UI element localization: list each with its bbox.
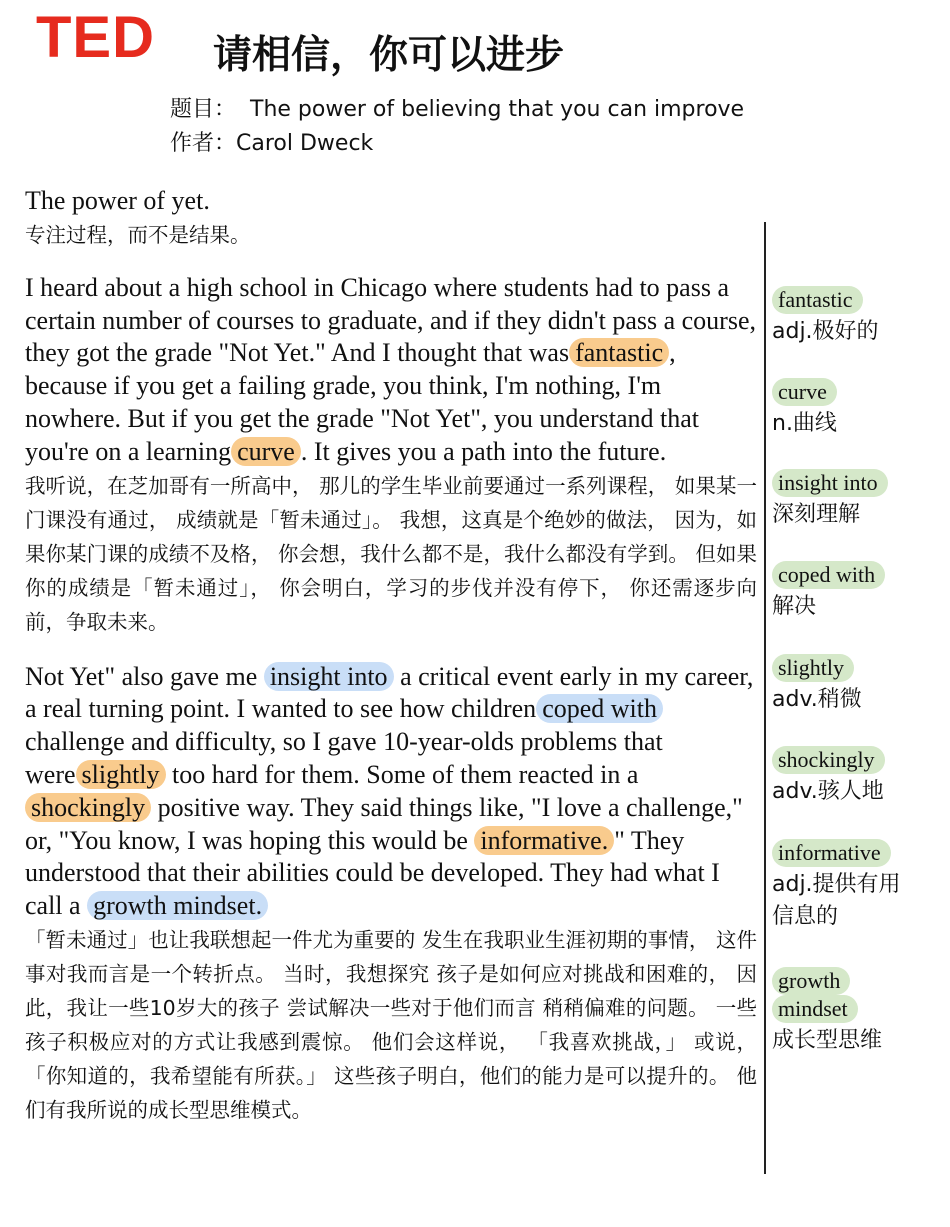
vocab-word: curve [772, 378, 837, 406]
text-run: , because if you get a failing grade, you think, I'm nothing, I'm nowhere. But if you get the grade "Not Yet", you understand that you're on a learning [25, 338, 699, 466]
chinese-paragraph: 我听说，在芝加哥有一所高中， 那儿的学生毕业前要通过一系列课程， 如果某一门课没有通过， 成绩就是「暂未通过」。 我想，这真是个绝妙的做法， 因为，如果你某门课的成绩不及格， 你会想，我什么都不是，我什么都没有学到。 但如果你的成绩是「暂未通过」， 你会明白，学习的步伐并没有停下， 你还需逐步向前，争取未来。 [25, 473, 757, 634]
vocab-entry-insight-into [772, 469, 942, 531]
text-run: positive way. They said things like, "I love a challenge," or, "You know, I was hoping this would be [25, 792, 743, 855]
topic-text: The power of believing that you can improve [250, 97, 745, 122]
chinese-paragraph: 「暂未通过」也让我联想起一件尤为重要的 发生在我职业生涯初期的事情， 这件事对我而言是一个转折点。 当时，我想探究 孩子是如何应对挑战和困难的， 因此，我让一些10岁大的孩子 尝试解决一些对于他们而言 稍稍偏难的问题。 一些孩子积极应对的方式让我感到震惊。 他们会这样说， 「我喜欢挑战，」 或说， 「你知道的，我希望能有所获。」 这些孩子明白，他们的能力是可以提升的。 他们有我所说的成长型思维模式。 [25, 927, 757, 1122]
vocab-word: coped with [772, 561, 885, 589]
vocab-meaning: 解决 [772, 594, 817, 619]
text-run: Not Yet" also gave me [25, 661, 258, 691]
author-row [170, 129, 373, 159]
author-label: 作者： [170, 131, 237, 156]
highlight-fantastic: fantastic [569, 338, 669, 367]
vocab-meaning: 深刻理解 [772, 502, 861, 527]
text-run: challenge and difficulty, so I gave 10-year-olds problems that were [25, 727, 663, 789]
vocab-entry-shockingly [772, 746, 942, 808]
ted-logo: TED [36, 5, 155, 70]
chinese-paragraph: 专注过程，而不是结果。 [25, 222, 251, 247]
topic-row [170, 95, 744, 125]
vocab-meaning: adv.骇人地 [772, 779, 884, 804]
vocab-word: insight into [772, 469, 888, 497]
highlight-shockingly: shockingly [25, 793, 151, 822]
vocab-meaning-line2: 信息的 [772, 904, 839, 929]
text-run: I heard about a high school in Chicago where students had to pass a certain number of courses to graduate, and if they didn't pass a course, they got the grade "Not Yet." And I thought that was [25, 272, 756, 368]
vocab-entry-informative [772, 839, 942, 933]
text-run: . It gives you a path into the future. [300, 436, 667, 466]
section-growth-mindset [25, 661, 757, 1127]
highlight-curve: curve [231, 437, 301, 466]
highlight-informative: informative. [474, 826, 614, 855]
vocab-word: fantastic [772, 286, 863, 314]
vocab-meaning: n.曲线 [772, 411, 837, 436]
author-name: Carol Dweck [236, 131, 374, 156]
vocab-word: slightly [772, 654, 854, 682]
highlight-growth-mindset: growth mindset. [87, 891, 268, 920]
section-not-yet-grade [25, 272, 757, 639]
topic-label: 题目： [170, 97, 237, 122]
page-title: 请相信，你可以进步 [213, 33, 565, 78]
vocab-entry-coped-with [772, 561, 942, 623]
english-paragraph: The power of yet. [25, 186, 210, 215]
vocab-meaning: adj.提供有用 [772, 872, 901, 897]
section-power-of-yet [25, 185, 757, 252]
english-paragraph [25, 272, 757, 469]
vocab-word: informative [772, 839, 891, 867]
vocab-meaning: 成长型思维 [772, 1028, 883, 1053]
vocab-divider [764, 222, 766, 1174]
vocab-meaning: adj.极好的 [772, 319, 879, 344]
text-run: a critical event early in my career, a real turning point. I wanted to see how children [25, 661, 754, 724]
vocab-entry-slightly [772, 654, 942, 716]
vocab-entry-fantastic [772, 286, 942, 348]
vocab-word: growth [772, 967, 850, 995]
highlight-coped-with: coped with [536, 694, 663, 723]
text-run: too hard for them. Some of them reacted in a [172, 759, 639, 789]
vocab-meaning: adv.稍微 [772, 687, 862, 712]
highlight-slightly: slightly [76, 760, 166, 789]
highlight-insight-into: insight into [264, 662, 394, 691]
vocab-entry-growth-mindset [772, 967, 942, 1057]
vocab-word: shockingly [772, 746, 885, 774]
vocab-word-line2: mindset [772, 995, 858, 1023]
article-body [25, 185, 757, 1149]
vocab-entry-curve [772, 378, 942, 440]
english-paragraph [25, 661, 757, 923]
text-run: " They understood that their abilities could be developed. They had what I call a [25, 825, 720, 921]
